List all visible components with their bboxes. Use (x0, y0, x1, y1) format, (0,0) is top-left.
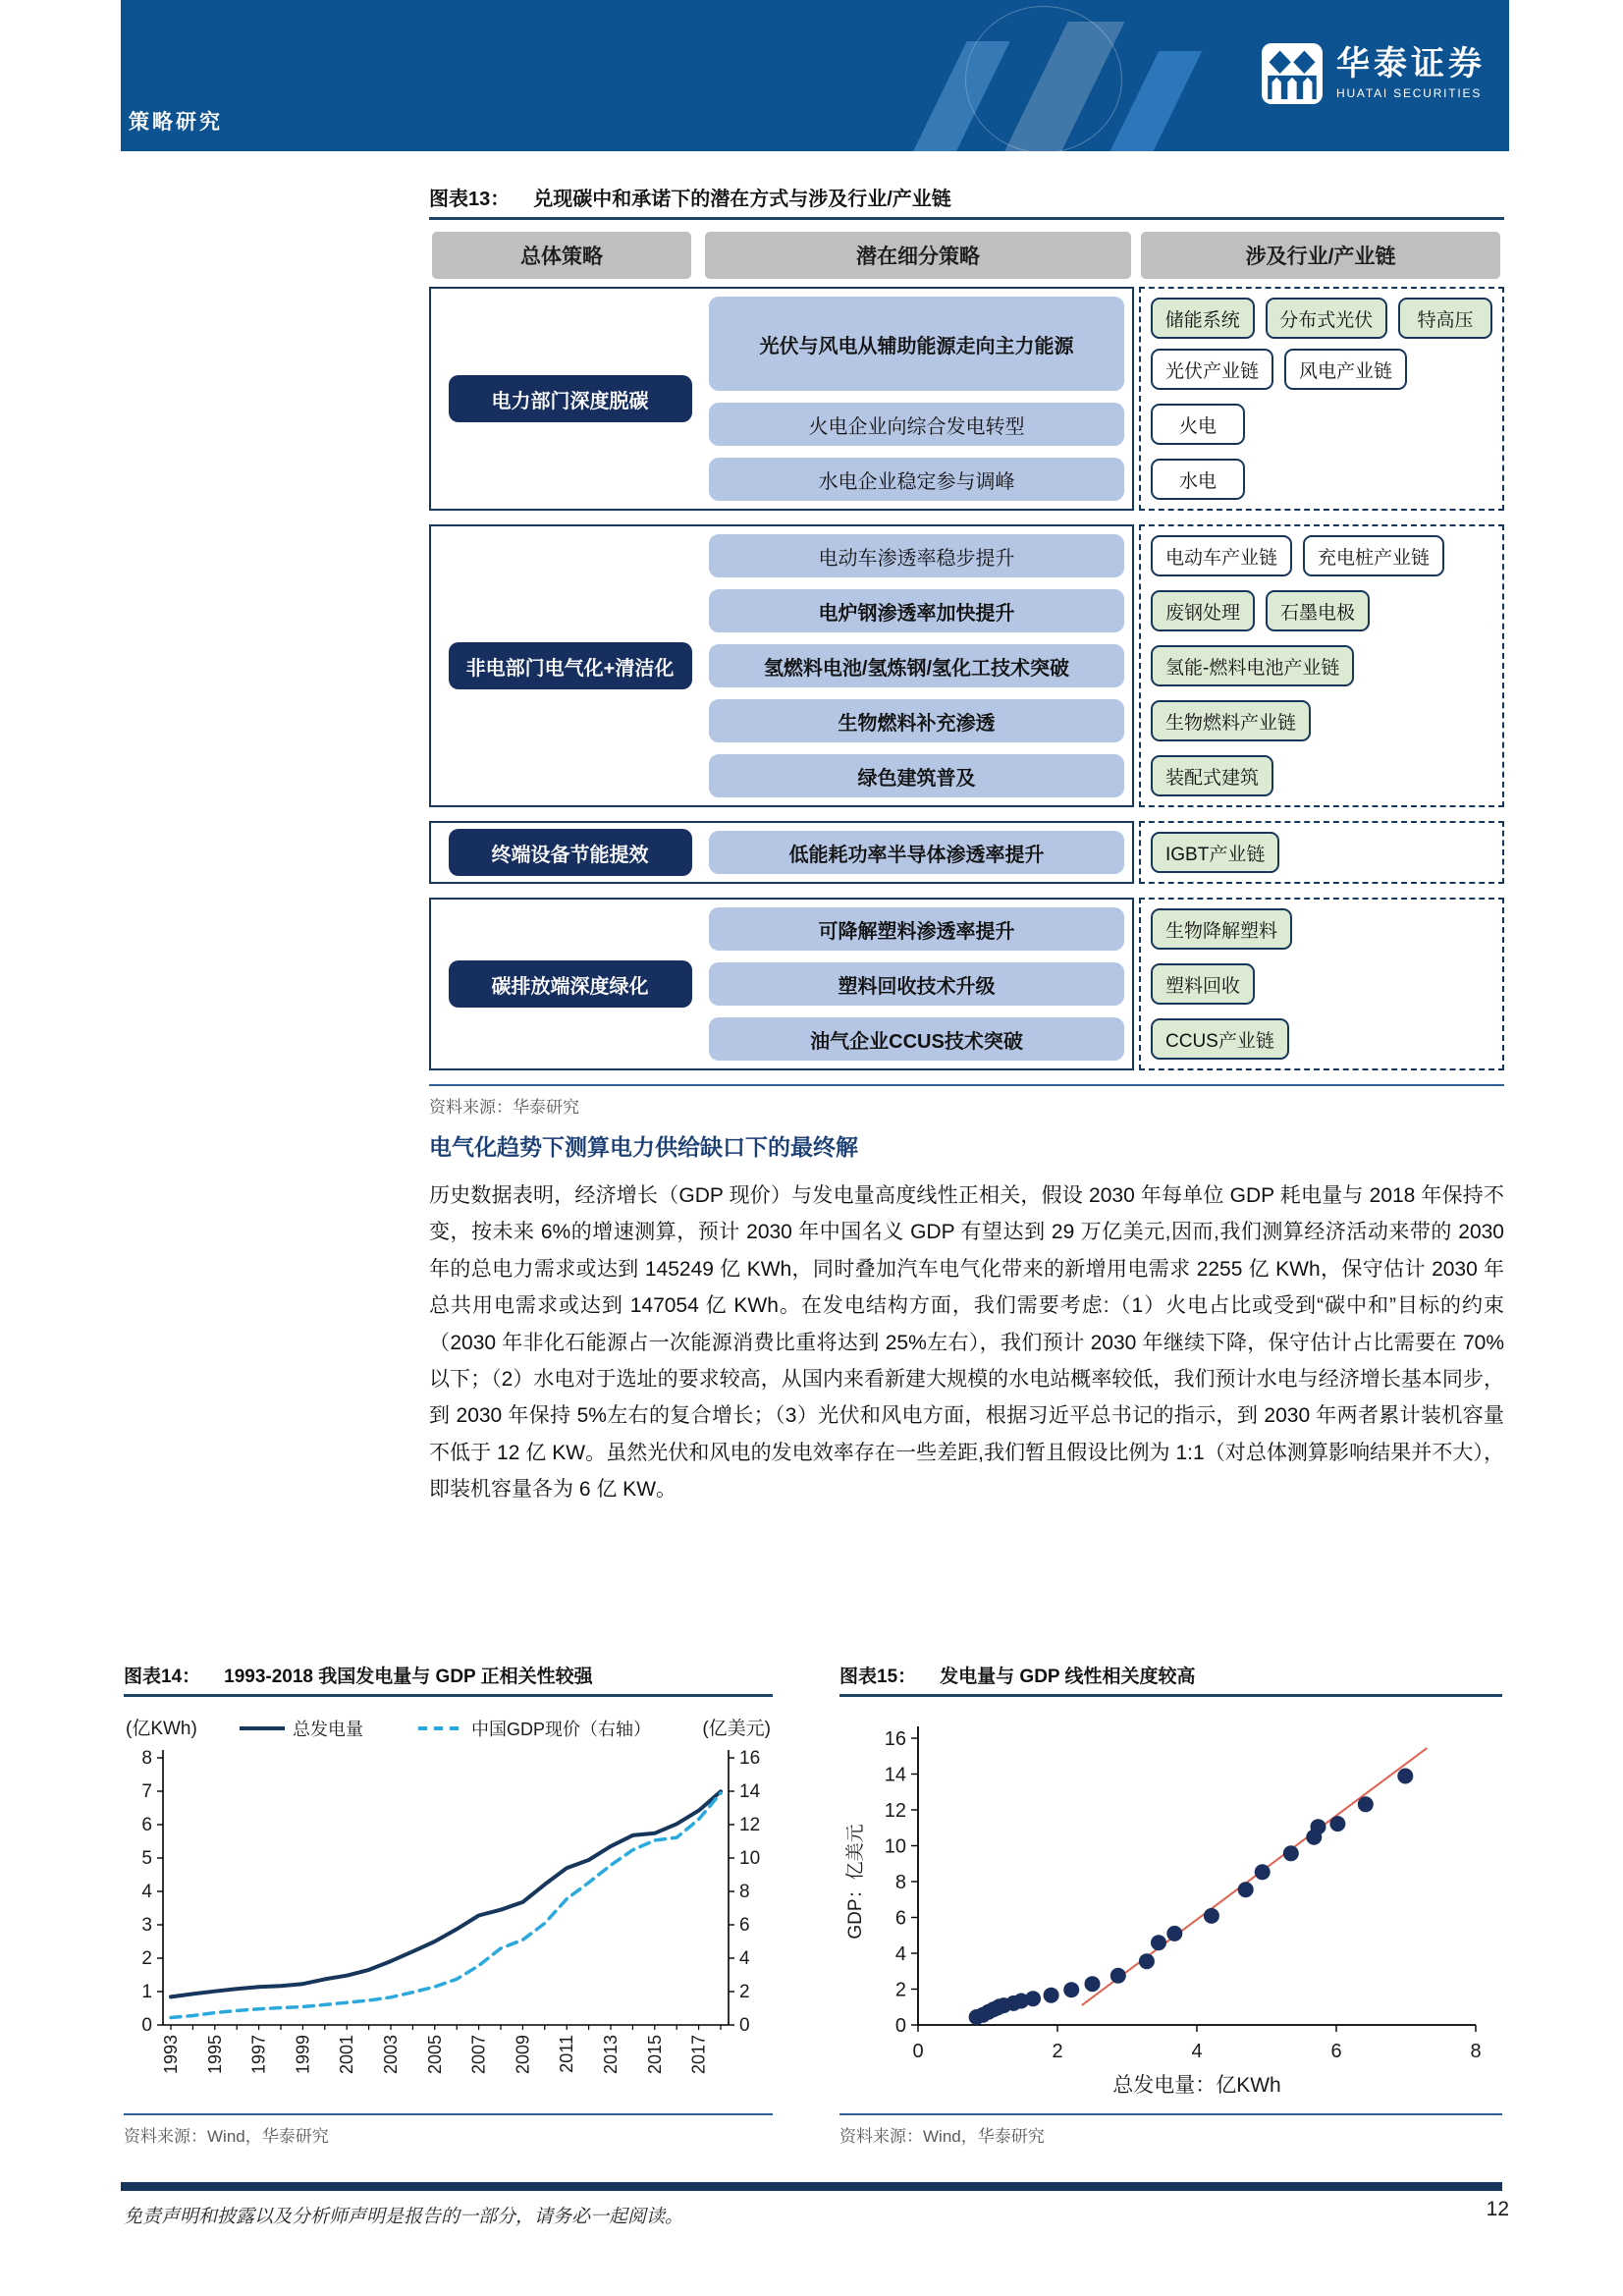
sub-strategy-box: 光伏与风电从辅助能源走向主力能源 (709, 297, 1124, 391)
industry-row-group (1151, 699, 1492, 742)
industry-line (1151, 645, 1492, 686)
y-axis-label: GDP：亿美元 (845, 1824, 866, 1940)
diagram-column-headers (429, 232, 1504, 279)
data-point (1311, 1819, 1326, 1834)
left-tick-label: 6 (141, 1815, 152, 1835)
sub-strategy-box: 电炉钢渗透率加快提升 (709, 589, 1124, 632)
series-gdp (171, 1793, 721, 2018)
industry-line (1151, 755, 1492, 796)
title-rule (839, 1694, 1502, 1697)
y-tick-label: 8 (894, 1872, 906, 1893)
industry-box: 石墨电极 (1266, 590, 1370, 631)
x-tick-label: 2 (1052, 2041, 1063, 2062)
source-rule (429, 1084, 1504, 1086)
left-tick-label: 5 (141, 1848, 152, 1869)
industry-row-group (1151, 754, 1492, 797)
data-point (1329, 1816, 1345, 1831)
sub-strategy-box: 低能耗功率半导体渗透率提升 (709, 831, 1124, 874)
header-banner (121, 0, 1509, 151)
x-axis-label: 总发电量：亿KWh (1112, 2074, 1281, 2097)
sub-strategy-box: 油气企业CCUS技术突破 (709, 1017, 1124, 1061)
figure-title-text: 兑现碳中和承诺下的潜在方式与涉及行业/产业链 (533, 189, 951, 210)
x-tick-label: 4 (1191, 2041, 1203, 2062)
industry-box: 分布式光伏 (1266, 298, 1387, 339)
strategy-box: 非电部门电气化+清洁化 (449, 642, 692, 689)
right-tick-label: 14 (739, 1781, 761, 1802)
section-main-box (429, 821, 1134, 884)
strategy-cell (431, 823, 709, 882)
figure-title-text: 发电量与 GDP 线性相关度较高 (940, 1667, 1196, 1687)
industry-box: 水电 (1151, 459, 1245, 500)
body-paragraph: 历史数据表明，经济增长（GDP 现价）与发电量高度线性正相关，假设 2030 年每单位 GDP 耗电量与 2018 年保持不变，按未来 6%的增速测算，预计 2030 年中国名义 GDP 有望达到 29 万亿美元,因而,我们测算经济活动来带的 2030 年的总电力需求或达到 145249 亿 KWh，同时叠加汽车电气化带来的新增用电需求 2255 亿 KWh，保守估计 2030 年总共用电需求或达到 147054 亿 KWh。在发电结构方面，我们需要考虑:（1）火电占比或受到“碳中和”目标的约束（2030 年非化石能源占一次能源消费比重将达到 25%左右），我们预计 2030 年继续下降，保守估计占比需要在 70%以下；（2）水电对于选址的要求较高，从国内来看新建大规模的水电站概率较低，我们预计水电与经济增长基本同步，到 2030 年保持 5%左右的复合增长；（3）光伏和风电方面，根据习近平总书记的指示，到 2030 年两者累计装机容量不低于 12 亿 KW。虽然光伏和风电的发电效率存在一些差距,我们暂且假设比例为 1:1（对总体测算影响结果并不大），即装机容量各为 6 亿 KW。 (429, 1184, 1504, 1501)
left-tick-label: 4 (141, 1882, 152, 1902)
title-rule (124, 1694, 773, 1697)
figure-label: 图表13： (429, 189, 511, 210)
x-tick-label: 2013 (601, 2035, 621, 2075)
figure-15 (839, 1662, 1502, 2147)
x-tick-label: 0 (912, 2041, 924, 2062)
strategy-section (429, 898, 1504, 1070)
industry-box: CCUS产业链 (1151, 1018, 1289, 1060)
industry-row-group (1151, 644, 1492, 687)
data-point (1110, 1968, 1126, 1984)
industry-line (1151, 298, 1492, 339)
brand-name-cn: 华泰证券 (1336, 45, 1486, 83)
industry-line (1151, 535, 1492, 576)
industry-column (1139, 524, 1504, 807)
sub-strategy-box: 电动车渗透率稳步提升 (709, 534, 1124, 577)
industry-line (1151, 590, 1492, 631)
industry-box: 火电 (1151, 404, 1245, 445)
left-tick-label: 3 (141, 1915, 152, 1936)
figure-15-title (839, 1662, 1502, 1688)
left-tick-label: 7 (141, 1781, 152, 1802)
line-chart (124, 1699, 773, 2111)
strategy-box: 碳排放端深度绿化 (449, 960, 692, 1008)
industry-box: 氢能-燃料电池产业链 (1151, 645, 1354, 686)
industry-box: 塑料回收 (1151, 963, 1255, 1005)
industry-row-group (1151, 297, 1492, 391)
trend-line (1082, 1748, 1427, 2005)
data-point (1283, 1845, 1299, 1861)
figure-13-title (429, 183, 1504, 211)
x-tick-label: 2003 (381, 2035, 401, 2075)
right-tick-label: 16 (739, 1748, 761, 1769)
industry-line (1151, 459, 1492, 500)
x-tick-label: 1999 (293, 2035, 313, 2075)
y-tick-label: 4 (894, 1943, 906, 1965)
right-tick-label: 0 (739, 2015, 750, 2036)
right-tick-label: 8 (739, 1882, 750, 1902)
sub-strategy-box: 水电企业稳定参与调峰 (709, 458, 1124, 501)
figure-14 (124, 1662, 773, 2147)
industry-box: 特高压 (1398, 298, 1492, 339)
figure-13 (429, 183, 1504, 1118)
industry-line (1151, 349, 1492, 390)
industry-row-group (1151, 458, 1492, 501)
sub-strategy-box: 生物燃料补充渗透 (709, 699, 1124, 742)
right-tick-label: 6 (739, 1915, 750, 1936)
industry-box: 生物燃料产业链 (1151, 700, 1311, 741)
left-tick-label: 1 (141, 1982, 152, 2002)
sub-strategy-column (709, 823, 1132, 882)
x-tick-label: 2011 (557, 2035, 577, 2073)
industry-line (1151, 700, 1492, 741)
footer-divider-bar (121, 2182, 1502, 2191)
industry-row-group (1151, 403, 1492, 446)
industry-line (1151, 908, 1492, 950)
data-point (1044, 1988, 1059, 2003)
x-tick-label: 1995 (204, 2035, 225, 2075)
left-tick-label: 8 (141, 1748, 152, 1769)
left-tick-label: 0 (141, 2015, 152, 2036)
x-tick-label: 1993 (161, 2035, 181, 2075)
industry-box: 电动车产业链 (1151, 535, 1292, 576)
right-axis-unit: (亿美元) (702, 1719, 771, 1739)
data-point (1204, 1908, 1219, 1924)
x-tick-label: 2005 (424, 2035, 445, 2075)
data-point (1255, 1864, 1271, 1880)
figure-label: 图表14： (124, 1667, 201, 1687)
body-section (429, 1129, 1504, 1507)
figure-13-source: 资料来源：华泰研究 (429, 1098, 579, 1117)
brand-logo (1262, 43, 1486, 104)
left-tick-label: 2 (141, 1948, 152, 1969)
x-tick-label: 2007 (468, 2035, 489, 2075)
left-axis-unit: (亿KWh) (126, 1719, 197, 1739)
footer-disclaimer: 免责声明和披露以及分析师声明是报告的一部分，请务必一起阅读。 (124, 2207, 684, 2227)
y-tick-label: 14 (884, 1764, 906, 1786)
page-number: 12 (1486, 2198, 1509, 2220)
section-main-box (429, 287, 1134, 511)
sub-strategy-box: 火电企业向综合发电转型 (709, 403, 1124, 446)
strategy-box: 电力部门深度脱碳 (449, 375, 692, 422)
sub-strategy-column (709, 289, 1132, 509)
strategy-box: 终端设备节能提效 (449, 829, 692, 876)
y-tick-label: 0 (894, 2015, 906, 2037)
source-rule (839, 2113, 1502, 2115)
x-tick-label: 2017 (688, 2035, 709, 2075)
sub-strategy-column (709, 526, 1132, 805)
industry-column (1139, 898, 1504, 1070)
huatai-logo-icon (1262, 43, 1323, 104)
data-point (1063, 1982, 1079, 1997)
sub-strategy-box: 塑料回收技术升级 (709, 962, 1124, 1006)
data-point (1166, 1926, 1182, 1941)
x-tick-label: 1997 (248, 2035, 269, 2075)
legend-label: 中国GDP现价（右轴） (471, 1720, 652, 1739)
figure-14-title (124, 1662, 773, 1688)
y-tick-label: 10 (884, 1835, 906, 1858)
industry-line (1151, 1018, 1492, 1060)
source-rule (124, 2113, 773, 2115)
x-tick-label: 2001 (337, 2035, 357, 2075)
brand-text (1336, 47, 1486, 100)
column-header: 潜在细分策略 (705, 232, 1131, 279)
industry-line (1151, 832, 1492, 873)
data-point (1238, 1882, 1254, 1897)
column-header: 总体策略 (432, 232, 691, 279)
report-category: 策略研究 (129, 111, 223, 134)
figure-15-source: 资料来源：Wind，华泰研究 (839, 2127, 1045, 2146)
y-tick-label: 12 (884, 1800, 906, 1822)
diagram-sections (429, 287, 1504, 1070)
industry-row-group (1151, 534, 1492, 577)
strategy-section (429, 821, 1504, 884)
x-tick-label: 2015 (644, 2035, 665, 2075)
industry-row-group (1151, 907, 1492, 951)
industry-box: 生物降解塑料 (1151, 908, 1292, 950)
x-tick-label: 2009 (513, 2035, 533, 2075)
x-tick-label: 8 (1470, 2041, 1482, 2062)
strategy-section (429, 287, 1504, 511)
industry-row-group (1151, 589, 1492, 632)
column-header: 涉及行业/产业链 (1141, 232, 1500, 279)
industry-box: 储能系统 (1151, 298, 1255, 339)
industry-line (1151, 404, 1492, 445)
industry-box: 风电产业链 (1284, 349, 1407, 390)
industry-box: 光伏产业链 (1151, 349, 1273, 390)
industry-row-group (1151, 962, 1492, 1006)
data-point (1025, 1991, 1041, 2006)
strategy-cell (431, 900, 709, 1068)
figure-title-text: 1993-2018 我国发电量与 GDP 正相关性较强 (224, 1667, 593, 1687)
sub-strategy-box: 绿色建筑普及 (709, 754, 1124, 797)
industry-box: 装配式建筑 (1151, 755, 1273, 796)
industry-row-group (1151, 1017, 1492, 1061)
right-tick-label: 12 (739, 1815, 761, 1835)
strategy-cell (431, 289, 709, 509)
sub-strategy-box: 氢燃料电池/氢炼钢/氢化工技术突破 (709, 644, 1124, 687)
strategy-section (429, 524, 1504, 807)
industry-box: 充电桩产业链 (1303, 535, 1444, 576)
sub-strategy-column (709, 900, 1132, 1068)
right-tick-label: 10 (739, 1848, 761, 1869)
data-point (1358, 1796, 1374, 1812)
right-tick-label: 2 (739, 1982, 750, 2002)
data-point (1139, 1953, 1155, 1969)
y-tick-label: 2 (894, 1979, 906, 2001)
data-point (1151, 1935, 1166, 1950)
sub-strategy-box: 可降解塑料渗透率提升 (709, 907, 1124, 951)
strategy-cell (431, 526, 709, 805)
section-main-box (429, 524, 1134, 807)
section-heading: 电气化趋势下测算电力供给缺口下的最终解 (429, 1134, 858, 1160)
scatter-chart (839, 1699, 1502, 2111)
industry-column (1139, 821, 1504, 884)
industry-box: 废钢处理 (1151, 590, 1255, 631)
brand-name-en: HUATAI SECURITIES (1336, 85, 1483, 100)
legend-label: 总发电量 (293, 1720, 363, 1739)
x-tick-label: 6 (1330, 2041, 1342, 2062)
industry-line (1151, 963, 1492, 1005)
industry-box: IGBT产业链 (1151, 832, 1279, 873)
industry-row-group (1151, 831, 1492, 874)
section-main-box (429, 898, 1134, 1070)
figure-label: 图表15： (839, 1667, 917, 1687)
industry-column (1139, 287, 1504, 511)
right-tick-label: 4 (739, 1948, 750, 1969)
y-tick-label: 6 (894, 1907, 906, 1930)
title-rule (429, 217, 1504, 220)
figure-14-source: 资料来源：Wind，华泰研究 (124, 2127, 329, 2146)
data-point (1397, 1769, 1413, 1784)
series-generation (171, 1791, 721, 1996)
y-tick-label: 16 (884, 1728, 906, 1750)
data-point (1085, 1976, 1101, 1992)
